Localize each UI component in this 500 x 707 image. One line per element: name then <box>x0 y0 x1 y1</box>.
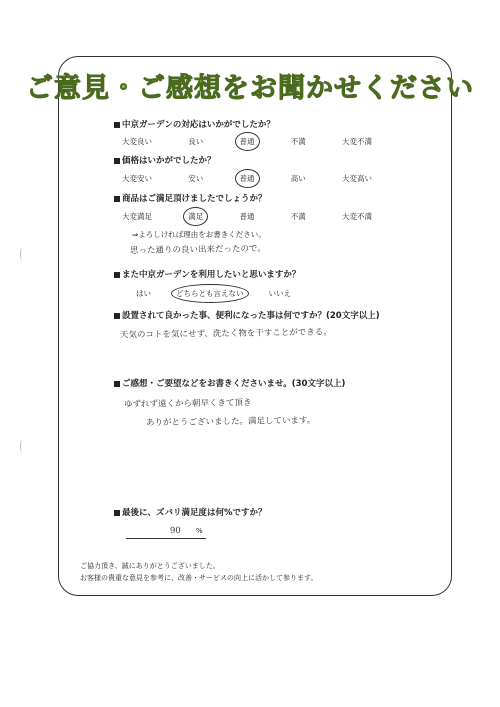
question-product: 商品はご満足頂けましたでしょうか？ <box>114 192 267 204</box>
option-reuse-2[interactable]: いいえ <box>268 289 291 298</box>
reason-answer: 思った通りの良い出来だったので。 <box>129 244 266 256</box>
benefit-answer: 天気のコトを気にせず、洗たく物を干すことができる。 <box>119 327 332 341</box>
satisfaction-underline <box>126 538 206 539</box>
bullet-square-icon <box>114 122 120 128</box>
option-service-0[interactable]: 大変良い <box>122 137 152 146</box>
options-product <box>122 211 372 222</box>
option-service-1[interactable]: 良い <box>188 137 204 146</box>
question-price: 価格はいかがでしたか？ <box>114 154 216 166</box>
option-price-0[interactable]: 大変安い <box>122 174 152 183</box>
footer-improvement: お客様の貴重な意見を参考に、改善・サービスの向上に活かして参ります。 <box>80 574 318 582</box>
satisfaction-value: 90 <box>169 525 181 537</box>
options-service <box>122 136 372 147</box>
option-product-4[interactable]: 大変不満 <box>342 212 372 221</box>
question-benefit: 設置されて良かった事、便利になった事は何ですか？(20文字以上) <box>114 309 380 321</box>
bullet-square-icon <box>114 510 120 516</box>
punch-hole-mark-bottom <box>20 440 24 452</box>
question-service: 中京ガーデンの対応はいかがでしたか？ <box>114 118 275 130</box>
survey-title: ご意見・ご感想をお聞かせください <box>26 73 474 104</box>
bullet-square-icon <box>114 196 120 202</box>
option-product-3[interactable]: 不満 <box>290 212 306 221</box>
option-service-4[interactable]: 大変不満 <box>342 137 372 146</box>
option-price-4[interactable]: 大変高い <box>342 174 372 183</box>
option-service-2[interactable]: 普通 <box>239 137 255 146</box>
bullet-square-icon <box>114 381 120 387</box>
option-product-0[interactable]: 大変満足 <box>122 212 152 221</box>
option-price-1[interactable]: 安い <box>188 174 204 183</box>
question-satisfaction: 最後に、ズバリ満足度は何%ですか？ <box>114 506 267 518</box>
option-reuse-1[interactable]: どちらとも言えない <box>176 289 244 298</box>
comments-answer-line1: ゆずれず遠くから朝早くきて頂き <box>123 398 252 410</box>
footer-thanks: ご協力頂き、誠にありがとうございました。 <box>80 562 220 570</box>
option-product-1[interactable]: 満足 <box>188 212 204 221</box>
satisfaction-unit: % <box>196 527 203 535</box>
options-price <box>122 173 372 184</box>
comments-answer-line2: ありがとうございました。満足しています。 <box>145 415 316 429</box>
question-reuse: また中京ガーデンを利用したいと思いますか？ <box>114 268 300 280</box>
bullet-square-icon <box>114 272 120 278</box>
option-price-3[interactable]: 高い <box>290 174 306 183</box>
question-comments: ご感想・ご要望などをお書きくださいませ。(30文字以上) <box>114 377 345 389</box>
bullet-square-icon <box>114 158 120 164</box>
punch-hole-mark-top <box>20 248 24 260</box>
option-service-3[interactable]: 不満 <box>290 137 306 146</box>
options-reuse <box>136 288 291 299</box>
option-product-2[interactable]: 普通 <box>239 212 255 221</box>
reason-prompt: ⇒よろしければ理由をお書きください。 <box>132 230 266 239</box>
bullet-square-icon <box>114 313 120 319</box>
option-price-2[interactable]: 普通 <box>239 174 255 183</box>
option-reuse-0[interactable]: はい <box>136 289 151 298</box>
